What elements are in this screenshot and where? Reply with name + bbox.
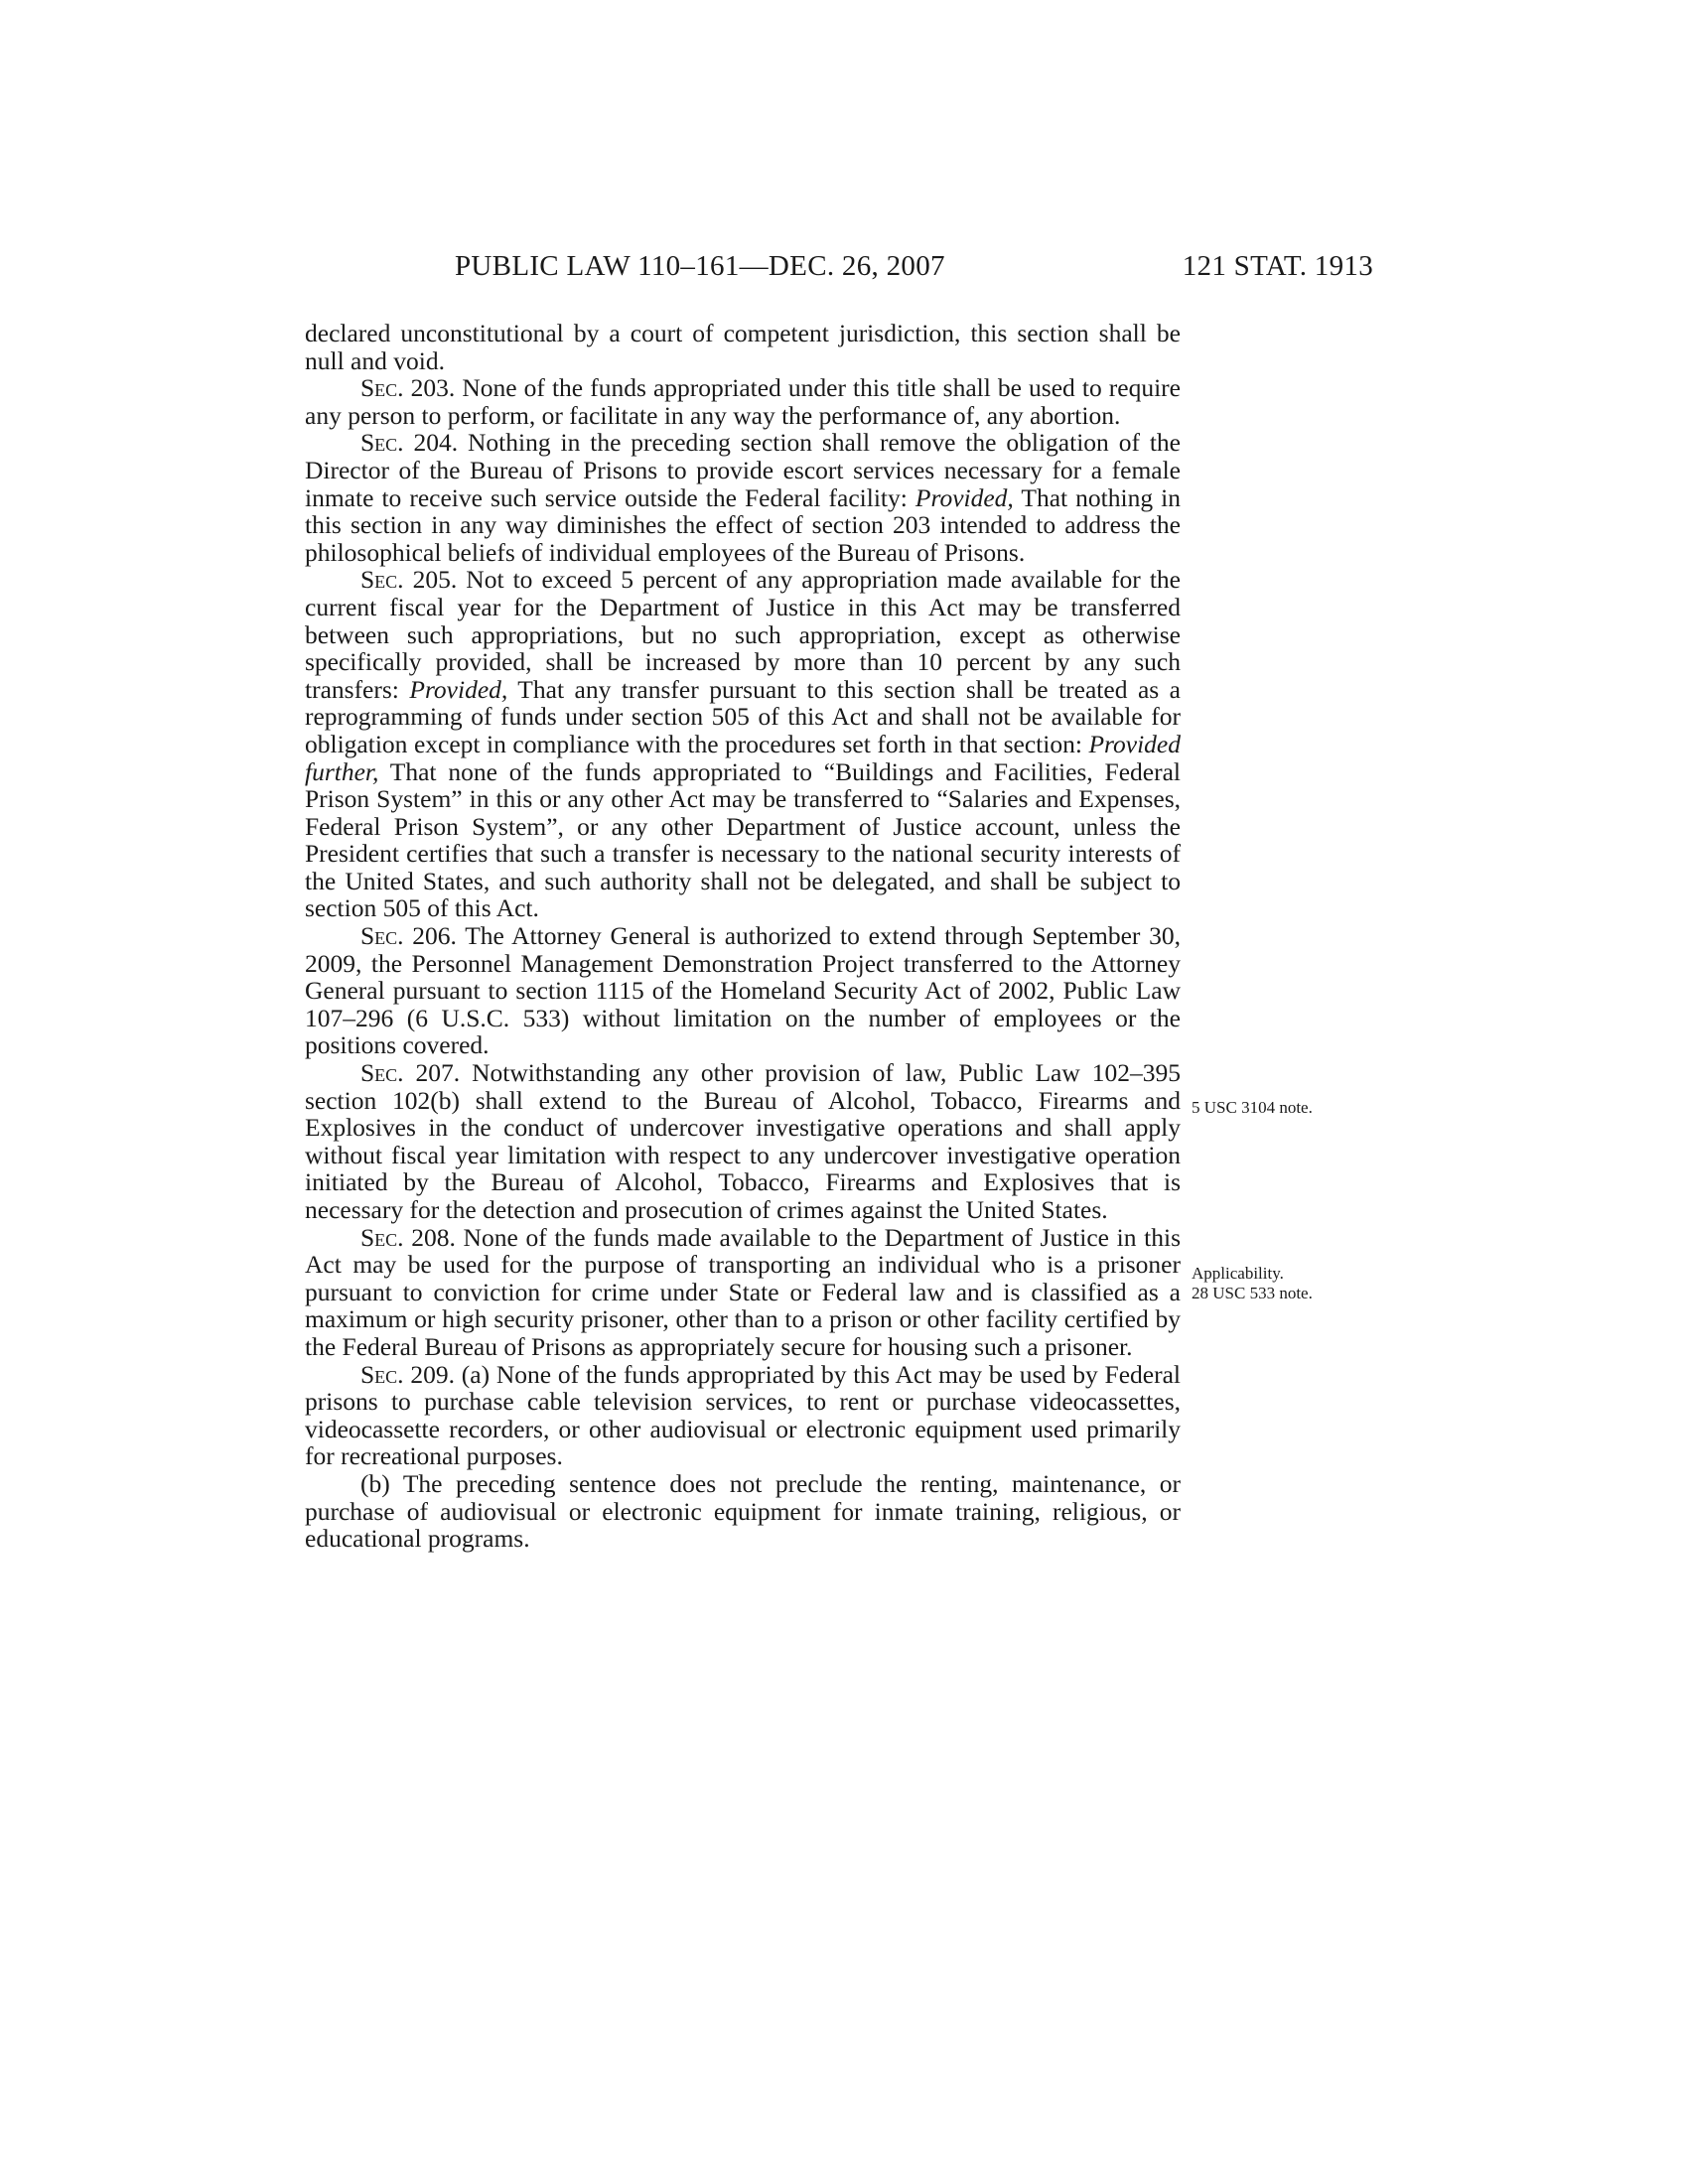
section-text: (a) None of the funds appropriated by this Act may be used by Federal prisons to purchase cable television services, to rent or purchase videocassettes, videocassette recorders, or other audiovisual or electronic equipment used primarily for recreational purposes.	[305, 1359, 1181, 1471]
section-207	[305, 1059, 1181, 1224]
section-text: None of the funds made available to the Department of Justice in this Act may be used for the purpose of transporting an individual who is a prisoner pursuant to conviction for crime under State or Federal law and is classified as a maximum or high security prisoner, other than to a prison or other facility certified by the Federal Bureau of Prisons as appropriately secure for housing such a prisoner.	[305, 1222, 1181, 1361]
section-number: 203.	[403, 373, 456, 403]
section-label: Sec.	[360, 1058, 404, 1088]
header-title: PUBLIC LAW 110–161—DEC. 26, 2007	[455, 250, 945, 282]
margin-note-207	[1192, 1264, 1360, 1303]
body-text	[305, 320, 1181, 1553]
section-209b	[305, 1470, 1181, 1553]
section-number: 204.	[403, 428, 459, 458]
section-label: Sec.	[360, 1222, 404, 1252]
section-text: The Attorney General is authorized to extend through September 30, 2009, the Personnel Management Demonstration Project transferred to the Attorney General pursuant to section 1115 of the Homeland Security Act of 2002, Public Law 107–296 (6 U.S.C. 533) without limitation on the number of employees or the positions covered.	[305, 921, 1182, 1060]
provided-italic: Provided,	[914, 482, 1014, 512]
section-text: (b) The preceding sentence does not preclude the renting, maintenance, or purchase of audiovisual or electronic equipment for inmate training, religious, or educational programs.	[305, 1468, 1181, 1554]
section-label: Sec.	[360, 1359, 404, 1389]
usc-citation: 28 USC 533 note.	[1192, 1284, 1313, 1302]
section-number: 206.	[403, 921, 457, 951]
continuation-paragraph	[305, 320, 1181, 374]
continuation-text: declared unconstitutional by a court of competent jurisdiction, this section shall be null and void.	[305, 319, 1181, 375]
section-text: That none of the funds appropriated to “Buildings and Facilities, Federal Prison System” in this or any other Act may be transferred to “Salaries and Expenses, Federal Prison System”, or any other Department of Justice account, unless the President certifies that such a transfer is necessary to the national security interests of the United States, and such authority shall not be delegated, and shall be subject to section 505 of this Act.	[305, 756, 1181, 923]
section-number: 208.	[403, 1222, 456, 1252]
section-209a	[305, 1361, 1181, 1470]
provided-italic: Provided,	[409, 674, 508, 704]
margin-note-206	[1192, 1098, 1360, 1118]
section-text: Notwithstanding any other provision of law, Public Law 102–395 section 102(b) shall extend to the Bureau of Alcohol, Tobacco, Firearms and Explosives in the conduct of undercover investigative operations and shall apply without fiscal year limitation with respect to any undercover investigative operation initiated by the Bureau of Alcohol, Tobacco, Firearms and Explosives that is necessary for the detection and prosecution of crimes against the United States.	[305, 1058, 1181, 1224]
section-206	[305, 922, 1181, 1059]
section-text: None of the funds appropriated under this title shall be used to require any person to perform, or facilitate in any way the performance of, any abortion.	[305, 373, 1181, 430]
section-label: Sec.	[360, 921, 404, 951]
applicability-note: Applicability.	[1192, 1264, 1284, 1283]
section-label: Sec.	[360, 565, 404, 595]
section-number: 205.	[403, 565, 458, 595]
section-number: 207.	[403, 1058, 461, 1088]
provided-further-italic: Provided further,	[305, 729, 1181, 786]
section-208	[305, 1224, 1181, 1361]
usc-citation: 5 USC 3104 note.	[1192, 1098, 1313, 1117]
section-text: Nothing in the preceding section shall remove the obligation of the Director of the Bureau of Prisons to provide escort services necessary for a female inmate to receive such service outside the Federal facility:	[305, 428, 1182, 512]
section-text: That nothing in this section in any way diminishes the effect of section 203 intended to address the philosophical beliefs of individual employees of the Bureau of Prisons.	[305, 482, 1181, 567]
section-text: Not to exceed 5 percent of any appropriation made available for the current fiscal year for the Department of Justice in this Act may be transferred between such appropriations, but no such appropriation, except as otherwise specifically provided, shall be increased by more than 10 percent by any such transfers:	[305, 565, 1181, 704]
section-205	[305, 566, 1181, 922]
section-label: Sec.	[360, 373, 404, 403]
section-text: That any transfer pursuant to this section shall be treated as a reprogramming of funds under section 505 of this Act and shall not be available for obligation except in compliance with the procedures set forth in that section:	[305, 674, 1181, 758]
page-header	[0, 250, 1688, 290]
section-label: Sec.	[360, 428, 404, 458]
section-204	[305, 429, 1181, 566]
section-number: 209.	[403, 1359, 455, 1389]
section-203	[305, 374, 1181, 429]
header-statute-page: 121 STAT. 1913	[1182, 250, 1373, 282]
